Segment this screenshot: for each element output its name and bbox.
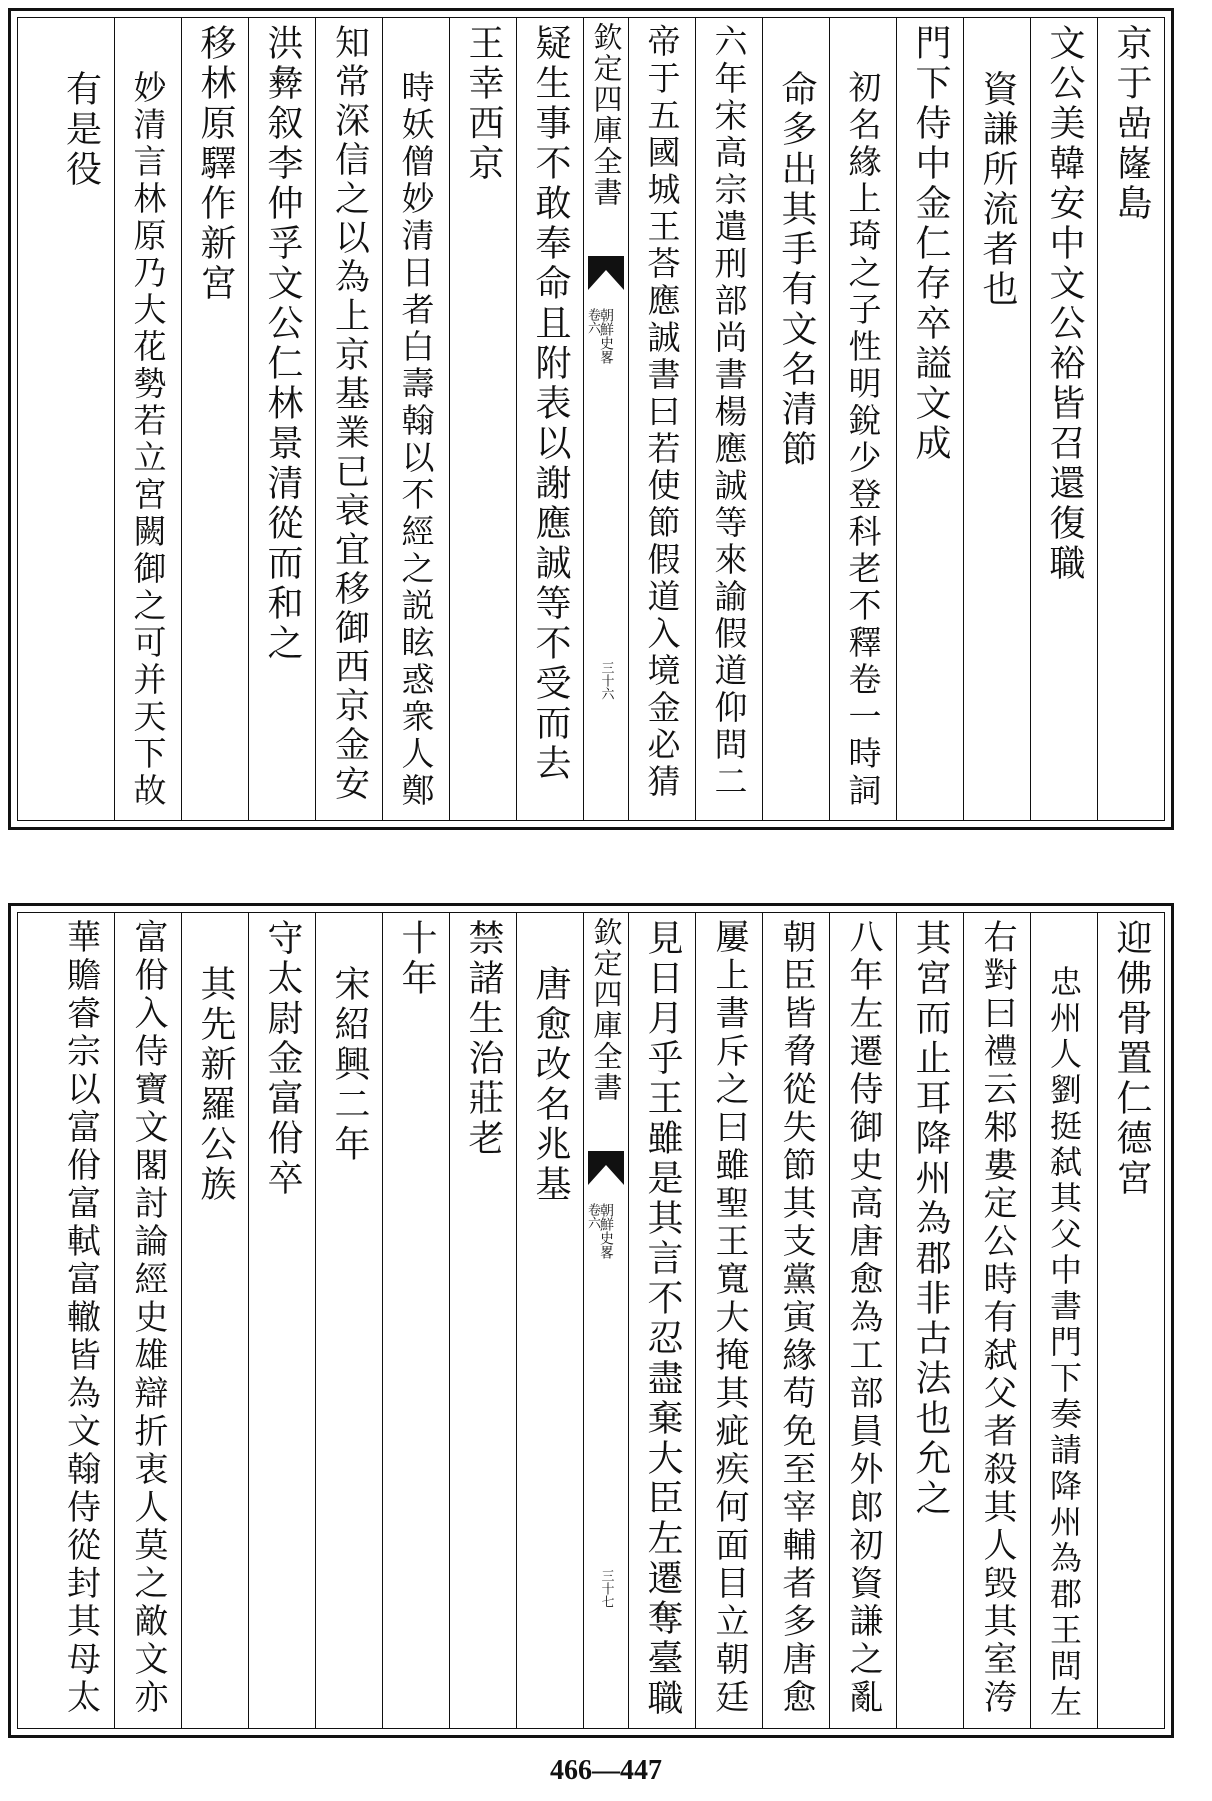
column-text: 門下侍中金仁存卒謚文成	[910, 24, 951, 464]
column-text: 妙清言林原乃大花勢若立宮闕御之可并天下故	[128, 70, 168, 810]
column-text: 初名緣上琦之子性明銳少登科老不釋卷一時詞	[843, 70, 883, 810]
text-column	[315, 18, 382, 820]
text-column	[628, 18, 695, 820]
column-text: 命多出其手有文名清節	[776, 70, 817, 470]
fish-tail-mark-icon	[588, 1151, 624, 1187]
column-text: 資謙所流者也	[977, 70, 1018, 310]
page-number: 三十六	[598, 661, 614, 700]
book-title: 朝鮮史畧	[598, 1203, 614, 1259]
center-fold-column	[583, 18, 628, 820]
column-text: 八年左遷侍御史高唐愈為工部員外郎初資謙之亂	[843, 919, 883, 1717]
text-column	[1030, 913, 1097, 1728]
siku-title: 欽定四庫全書	[589, 917, 624, 1103]
text-column	[181, 18, 248, 820]
column-text: 有是役	[60, 70, 102, 190]
text-column	[762, 18, 829, 820]
column-text: 迎佛骨置仁德宮	[1111, 919, 1152, 1199]
scan-page-number: 466—447	[550, 1755, 662, 1786]
column-text: 其先新羅公族	[195, 965, 236, 1205]
column-text: 京于嵒嶐島	[1111, 24, 1152, 224]
column-text: 時妖僧妙清日者白壽翰以不經之説眩惑衆人鄭	[396, 70, 436, 810]
column-text: 帝于五國城王荅應誠書曰若使節假道入境金必猜	[642, 24, 682, 801]
column-text: 守太尉金富佾卒	[262, 919, 303, 1199]
text-column	[181, 913, 248, 1728]
lower-page-frame	[17, 912, 1165, 1729]
volume-label: 卷六	[585, 1203, 600, 1229]
text-column	[516, 18, 583, 820]
fish-tail-mark-icon	[588, 256, 624, 292]
column-text: 華贍睿宗以富佾富軾富轍皆為文翰侍從封其母太	[60, 919, 101, 1717]
text-column	[47, 18, 114, 820]
text-column	[963, 913, 1030, 1728]
column-text: 宋紹興二年	[329, 965, 370, 1165]
column-text: 洪彜叙李仲孚文公仁林景清從而和之	[262, 24, 303, 664]
upper-page-frame	[17, 17, 1165, 821]
center-fold-column	[583, 913, 628, 1728]
column-text: 十年	[396, 919, 437, 999]
text-column	[896, 913, 963, 1728]
text-column	[315, 913, 382, 1728]
page-number: 三十七	[598, 1569, 614, 1608]
text-column	[695, 913, 762, 1728]
text-column	[1097, 18, 1164, 820]
column-text: 其宮而止耳降州為郡非古法也允之	[910, 919, 951, 1519]
column-text: 王幸西京	[463, 24, 504, 184]
upper-page	[8, 8, 1174, 830]
text-column	[628, 913, 695, 1728]
text-column	[382, 18, 449, 820]
text-column	[1030, 18, 1097, 820]
column-text: 疑生事不敢奉命且附表以謝應誠等不受而去	[530, 24, 571, 784]
lower-page	[8, 903, 1174, 1738]
column-text: 知常深信之以為上京基業已衰宜移御西京金安	[329, 24, 370, 804]
column-text: 富佾入侍寶文閣討論經史雄辯折衷人莫之敵文亦	[128, 919, 168, 1717]
text-column	[829, 18, 896, 820]
text-column	[762, 913, 829, 1728]
text-column	[114, 18, 181, 820]
column-text: 屢上書斥之曰雖聖王寬大掩其疵疾何面目立朝廷	[709, 919, 749, 1717]
volume-label: 卷六	[585, 308, 600, 334]
text-column	[516, 913, 583, 1728]
text-column	[449, 913, 516, 1728]
siku-title: 欽定四庫全書	[589, 22, 624, 208]
text-column	[248, 913, 315, 1728]
column-text: 唐愈改名兆基	[530, 965, 571, 1205]
column-text: 禁諸生治莊老	[463, 919, 504, 1159]
text-column	[829, 913, 896, 1728]
text-column	[963, 18, 1030, 820]
text-column	[896, 18, 963, 820]
text-column	[382, 913, 449, 1728]
column-text: 文公美韓安中文公裕皆召還復職	[1044, 24, 1085, 584]
column-text: 移林原驛作新宮	[195, 24, 236, 304]
text-column	[449, 18, 516, 820]
column-text: 見日月乎王雖是其言不忍盡棄大臣左遷奪臺職	[642, 919, 683, 1719]
column-text: 六年宋高宗遣刑部尚書楊應誠等來諭假道仰問二	[709, 24, 749, 801]
book-title: 朝鮮史畧	[598, 308, 614, 364]
text-column	[248, 18, 315, 820]
text-column	[1097, 913, 1164, 1728]
text-column	[47, 913, 114, 1728]
text-column	[695, 18, 762, 820]
column-text: 朝臣皆脅從失節其支黨寅緣苟免至宰輔者多唐愈	[776, 919, 816, 1717]
text-column	[114, 913, 181, 1728]
column-text: 忠州人劉挺弑其父中書門下奏請降州為郡王問左	[1045, 965, 1083, 1721]
column-text: 右對曰禮云邾婁定公時有弑父者殺其人毁其室洿	[977, 919, 1017, 1717]
